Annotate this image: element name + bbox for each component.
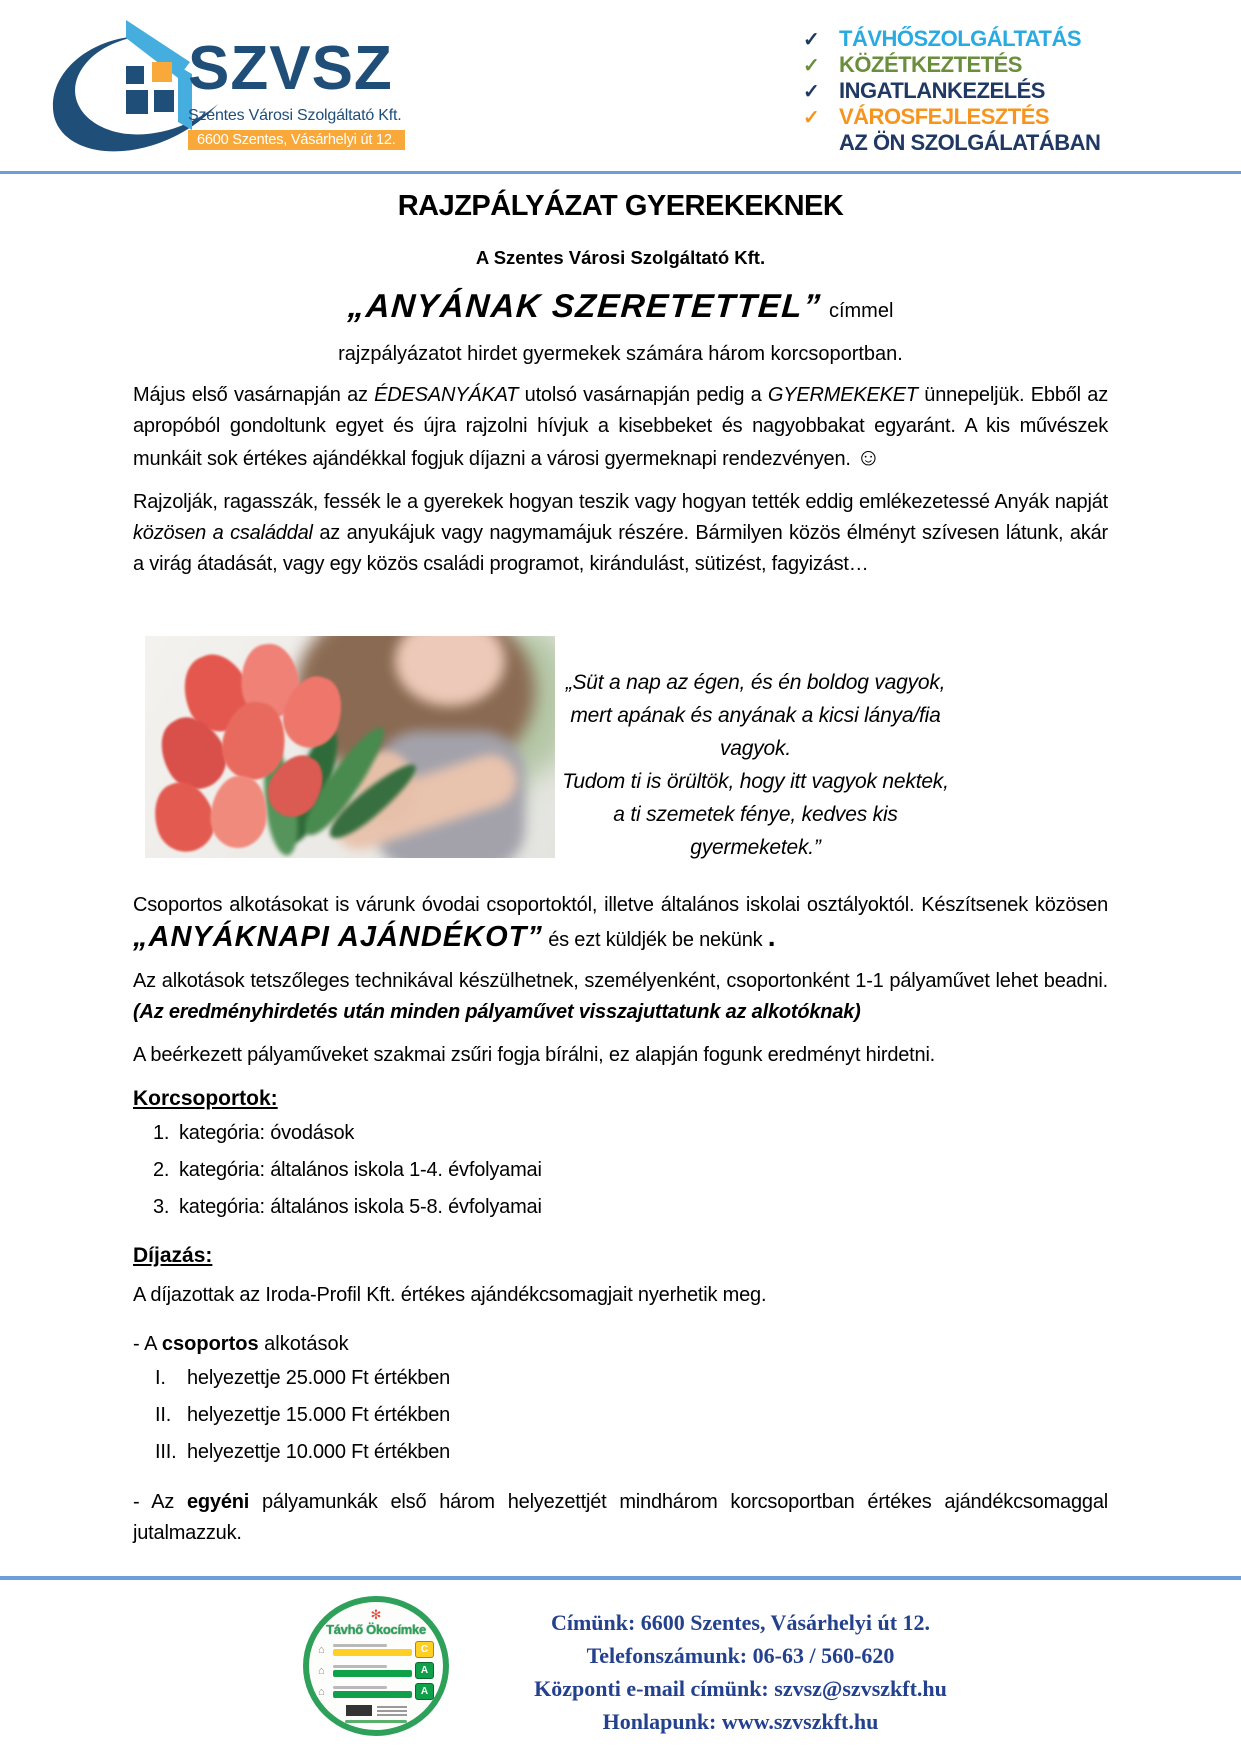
certifier-text-line <box>377 1714 407 1716</box>
lead-line: rajzpályázatot hirdet gyermekek számára három korcsoportban. <box>338 343 903 365</box>
smiley-icon: ☺ <box>856 444 881 471</box>
paragraph-group-call <box>133 890 1108 956</box>
headline-row <box>133 287 1108 329</box>
paragraph-theme <box>133 487 1108 580</box>
list-item <box>133 1434 1108 1471</box>
poem-line: „Süt a nap az égen, és én boldog vagyok, <box>565 671 946 694</box>
list-item <box>133 1360 1108 1397</box>
house-icon: ⌂ <box>318 1685 325 1698</box>
services-list <box>803 26 1100 156</box>
eco-micro-label <box>333 1686 387 1689</box>
list-item <box>133 1115 1108 1152</box>
paragraph-intro <box>133 380 1108 475</box>
page-subtitle: A Szentes Városi Szolgáltató Kft. <box>475 247 766 268</box>
eco-rating-bar <box>333 1649 412 1656</box>
logo-address-badge: 6600 Szentes, Vásárhelyi út 12. <box>188 130 405 150</box>
text-run: az anyukájuk vagy nagymamájuk részére. Bármilyen közös élményt szívesen látunk, akár a virág átadását, vagy egy közös családi programot, kirándulást, sütizést, fagyizást… <box>133 522 1109 575</box>
list-text: helyezettje 25.000 Ft értékben <box>187 1367 451 1389</box>
list-text: kategória: általános iskola 5-8. évfolyamai <box>179 1196 542 1218</box>
eco-rating-row <box>318 1662 434 1679</box>
text-run: és ezt küldjék be nekünk <box>542 929 768 951</box>
eco-micro-label <box>333 1644 387 1647</box>
age-groups-heading: Korcsoportok: <box>133 1087 278 1110</box>
text-run-bold-italic: (Az eredményhirdetés után minden pályaművet visszajuttatunk az alkotóknak) <box>133 1001 861 1023</box>
certifier-text-lines <box>377 1706 407 1716</box>
text-run: pályamunkák első három helyezettjét mindhárom korcsoportban értékes ajándékcsomaggal jutalmazzuk. <box>133 1491 1108 1544</box>
service-label: VÁROSFEJLESZTÉS <box>839 104 1050 129</box>
eco-rating-bars <box>333 1644 412 1656</box>
paragraph-jury: A beérkezett pályaműveket szakmai zsűri fogja bírálni, ez alapján fogunk eredményt hirdetni. <box>133 1044 936 1066</box>
list-marker: I. <box>155 1367 166 1389</box>
eco-rating-row <box>318 1683 434 1700</box>
group-prize-line <box>133 1329 1108 1360</box>
text-run-italic: közösen a családdal <box>133 522 313 544</box>
eco-label-badge <box>303 1596 461 1748</box>
prizes-intro: A díjazottak az Iroda-Profil Kft. értékes ajándékcsomagjait nyerhetik meg. <box>133 1284 767 1306</box>
eco-label-title: Távhő Ökocímke <box>326 1622 426 1637</box>
check-icon: ✓ <box>803 29 820 51</box>
poem-line: mert apának és anyának a kicsi lánya/fia vagyok. <box>570 704 941 760</box>
eco-url-line <box>345 1720 407 1723</box>
certifier-logo <box>346 1705 372 1716</box>
prizes-heading: Díjazás: <box>133 1244 213 1267</box>
service-row-tavhoszolgaltatas <box>803 26 1100 52</box>
headline-suffix: címmel <box>828 300 894 322</box>
eco-label-circle <box>303 1596 449 1736</box>
list-item <box>133 1152 1108 1189</box>
service-row-ingatlankezeles <box>803 78 1100 104</box>
paragraph-rules <box>133 966 1108 1028</box>
text-run-italic: ÉDESANYÁKAT <box>374 384 519 406</box>
list-marker: III. <box>155 1441 177 1463</box>
eco-grade-chip: A <box>415 1683 434 1700</box>
media-row <box>133 636 1108 866</box>
certifier-text-line <box>377 1706 407 1708</box>
big-period: . <box>767 921 776 952</box>
check-icon: ✓ <box>803 81 820 103</box>
individual-prize-line <box>133 1487 1108 1549</box>
house-icon: ⌂ <box>318 1643 325 1656</box>
group-prize-list <box>133 1360 1108 1471</box>
list-marker: 1. <box>153 1122 170 1144</box>
contact-website: Honlapunk: www.szvszkft.hu <box>602 1709 879 1734</box>
list-item <box>133 1397 1108 1434</box>
check-icon: ✓ <box>803 55 820 77</box>
service-label: TÁVHŐSZOLGÁLTATÁS <box>839 26 1082 51</box>
eco-grade-chip: A <box>415 1662 434 1679</box>
main-content <box>133 174 1108 1549</box>
text-run: Rajzolják, ragasszák, fessék le a gyerekek hogyan teszik vagy hogyan tették eddig emlékezetessé Anyák napját <box>133 491 1108 513</box>
logo-subtitle: Szentes Városi Szolgáltató Kft. <box>188 107 402 124</box>
text-run: Az alkotások tetszőleges technikával készülhetnek, személyenként, csoportonként 1-1 pályaművet lehet beadni. <box>133 970 1108 992</box>
contact-address: Címünk: 6600 Szentes, Vásárhelyi út 12. <box>550 1610 931 1635</box>
eco-rating-bars <box>333 1665 412 1677</box>
text-run: alkotások <box>258 1333 349 1355</box>
eco-rating-bar <box>333 1670 412 1677</box>
service-label: KÖZÉTKEZTETÉS <box>839 52 1022 77</box>
list-text: kategória: óvodások <box>179 1122 355 1144</box>
poem-line: a ti szemetek fénye, kedves kis gyermeketek.” <box>613 803 898 859</box>
house-icon: ⌂ <box>318 1664 325 1677</box>
services-tagline: AZ ÖN SZOLGÁLATÁBAN <box>839 130 1101 155</box>
eco-rating-row <box>318 1641 434 1658</box>
photo-tulip <box>207 773 270 850</box>
text-run: ünnepeljük. Ebből az apropóból gondoltunk egyet és újra rajzolni hívjuk a kisebbeket és nagyobbakat egyaránt. A kis művészek munkáit sok értékes ajándékkal fogjuk díjazni a városi gyermeknapi rendezvényen. <box>133 384 1108 470</box>
logo-text <box>188 34 405 150</box>
service-label: INGATLANKEZELÉS <box>839 78 1045 103</box>
eco-grade-chip: C <box>415 1641 434 1658</box>
eco-rating-bar <box>333 1691 412 1698</box>
flower-icon: ✻ <box>370 1607 382 1622</box>
eco-rating-bars <box>333 1686 412 1698</box>
text-run-italic: GYERMEKEKET <box>767 384 918 406</box>
text-run: Május első vasárnapján az <box>133 384 375 406</box>
contact-block <box>468 1606 1013 1738</box>
logo-window-2 <box>126 90 148 114</box>
list-marker: 2. <box>153 1159 170 1181</box>
logo-name: SZVSZ <box>188 34 393 103</box>
campaign-headline: „ANYÁNAK SZERETETTEL” <box>346 287 823 324</box>
age-groups-list <box>133 1115 1108 1226</box>
header <box>0 0 1241 171</box>
poem <box>558 666 953 864</box>
list-marker: 3. <box>153 1196 170 1218</box>
szvsz-logo <box>38 12 438 164</box>
text-run-bold: csoportos <box>161 1333 259 1355</box>
service-row-varosfejlesztes <box>803 104 1100 130</box>
service-row-kozetkeztetes <box>803 52 1100 78</box>
logo-window-1 <box>126 66 144 84</box>
text-run-bold: egyéni <box>186 1491 250 1513</box>
contact-email: Központi e-mail címünk: szvsz@szvszkft.hu <box>534 1676 947 1701</box>
poem-line: Tudom ti is örültök, hogy itt vagyok nektek, <box>562 770 949 793</box>
list-text: helyezettje 15.000 Ft értékben <box>187 1404 451 1426</box>
list-text: kategória: általános iskola 1-4. évfolyamai <box>179 1159 542 1181</box>
girl-with-tulips-photo <box>145 636 555 858</box>
logo-window-yellow <box>152 62 172 82</box>
eco-micro-label <box>333 1665 387 1668</box>
list-item <box>133 1189 1108 1226</box>
text-run: Csoportos alkotásokat is várunk óvodai csoportoktól, illetve általános iskolai osztályoktól. Készítsenek közösen <box>133 894 1108 916</box>
text-run: - Az <box>133 1491 187 1513</box>
eco-certifier-logos <box>346 1705 407 1716</box>
certifier-text-line <box>377 1710 407 1712</box>
text-run: - A <box>133 1333 162 1355</box>
list-marker: II. <box>155 1404 172 1426</box>
contact-phone: Telefonszámunk: 06-63 / 560-620 <box>586 1643 895 1668</box>
footer-divider <box>0 1576 1241 1580</box>
logo-window-3 <box>154 90 174 112</box>
text-run: utolsó vasárnapján pedig a <box>518 384 768 406</box>
gift-headline: „ANYÁKNAPI AJÁNDÉKOT” <box>133 921 543 953</box>
check-icon: ✓ <box>803 107 820 129</box>
page-title: RAJZPÁLYÁZAT GYEREKEKNEK <box>397 190 844 222</box>
list-text: helyezettje 10.000 Ft értékben <box>187 1441 451 1463</box>
